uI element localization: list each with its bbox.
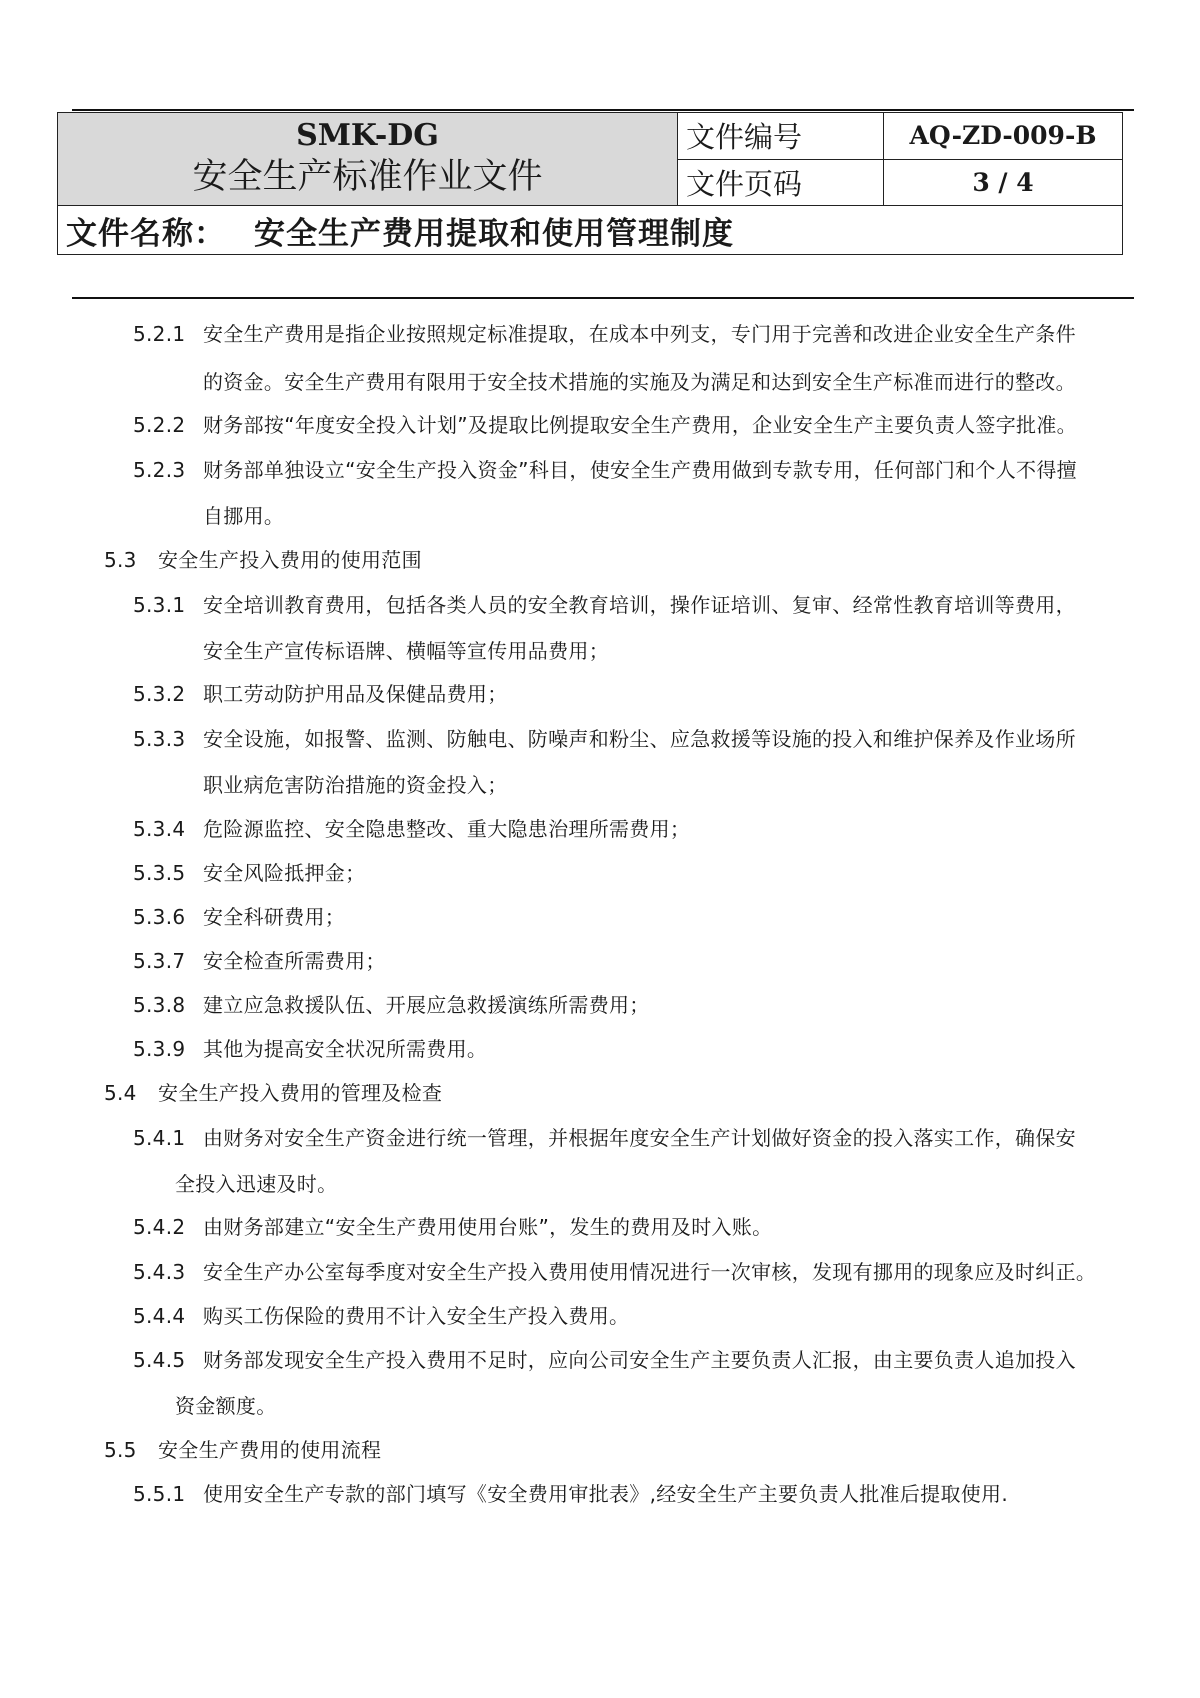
clause-number: 5.5.1 [133, 1482, 186, 1506]
header-bottom-rule [72, 297, 1134, 299]
clause-line [133, 1480, 1008, 1508]
clause-number: 5.4.4 [133, 1304, 186, 1328]
clause-continuation [203, 771, 508, 799]
clause-line [133, 947, 386, 975]
clause-line [133, 815, 690, 843]
section-title: 安全生产费用的使用流程 [158, 1438, 382, 1462]
section-number: 5.3 [104, 548, 137, 572]
clause-text: 财务部发现安全生产投入费用不足时，应向公司安全生产主要负责人汇报，由主要负责人追加投入 [203, 1348, 1076, 1372]
clause-text: 安全培训教育费用，包括各类人员的安全教育培训，操作证培训、复审、经常性教育培训等费用， [203, 593, 1076, 617]
clause-text: 购买工伤保险的费用不计入安全生产投入费用。 [203, 1304, 630, 1328]
clause-text: 财务部按“年度安全投入计划”及提取比例提取安全生产费用，企业安全生产主要负责人签字批准。 [203, 413, 1077, 437]
clause-text: 其他为提高安全状况所需费用。 [203, 1037, 488, 1061]
clause-continuation [175, 1392, 277, 1420]
clause-text: 财务部单独设立“安全生产投入资金”科目，使安全生产费用做到专款专用，任何部门和个人不得擅 [203, 458, 1077, 482]
clause-text: 危险源监控、安全隐患整改、重大隐患治理所需费用； [203, 817, 691, 841]
clause-text: 安全检查所需费用； [203, 949, 386, 973]
clause-continuation [175, 1170, 337, 1198]
clause-number: 5.4.3 [133, 1260, 186, 1284]
doc-type-title: 安全生产标准作业文件 [192, 157, 543, 197]
clause-number: 5.4.1 [133, 1126, 186, 1150]
clause-number: 5.4.5 [133, 1348, 186, 1372]
clause-line [133, 1302, 629, 1330]
clause-line [133, 725, 1076, 753]
section-title: 安全生产投入费用的使用范围 [158, 548, 422, 572]
clause-continuation [203, 368, 1076, 396]
clause-line [133, 1124, 1076, 1152]
section-number: 5.5 [104, 1438, 137, 1462]
clause-continuation [203, 502, 284, 530]
section-title: 安全生产投入费用的管理及检查 [158, 1081, 443, 1105]
file-name-value: 安全生产费用提取和使用管理制度 [254, 215, 734, 252]
brand-cell [58, 113, 678, 206]
clause-line [133, 411, 1077, 439]
clause-number: 5.3.1 [133, 593, 186, 617]
clause-number: 5.4.2 [133, 1215, 186, 1239]
clause-text: 资金额度。 [175, 1394, 277, 1418]
clause-text: 由财务对安全生产资金进行统一管理，并根据年度安全生产计划做好资金的投入落实工作，确保安 [203, 1126, 1076, 1150]
clause-text: 安全科研费用； [203, 905, 346, 929]
clause-number: 5.3.9 [133, 1037, 186, 1061]
clause-number: 5.3.8 [133, 993, 186, 1017]
clause-text: 职工劳动防护用品及保健品费用； [203, 682, 508, 706]
section-number: 5.4 [104, 1081, 137, 1105]
document-header [57, 112, 1123, 255]
clause-line [133, 591, 1076, 619]
section-heading [104, 1436, 381, 1464]
clause-text: 安全生产费用是指企业按照规定标准提取，在成本中列支，专门用于完善和改进企业安全生产条件 [203, 322, 1076, 346]
clause-text: 由财务部建立“安全生产费用使用台账”，发生的费用及时入账。 [203, 1215, 773, 1239]
clause-line [133, 456, 1077, 484]
clause-line [133, 680, 508, 708]
clause-line [133, 991, 650, 1019]
page-number-value: 3 / 4 [884, 159, 1123, 206]
clause-text: 安全生产办公室每季度对安全生产投入费用使用情况进行一次审核，发现有挪用的现象应及时纠正。 [203, 1260, 1097, 1284]
clause-number: 5.2.2 [133, 413, 186, 437]
header-top-rule [72, 109, 1134, 111]
page-number-label: 文件页码 [678, 159, 884, 206]
clause-number: 5.3.6 [133, 905, 186, 929]
clause-number: 5.3.4 [133, 817, 186, 841]
file-name-label: 文件名称： [66, 215, 226, 252]
clause-number: 5.3.7 [133, 949, 186, 973]
clause-text: 建立应急救援队伍、开展应急救援演练所需费用； [203, 993, 650, 1017]
clause-line [133, 1035, 487, 1063]
clause-text: 使用安全生产专款的部门填写《安全费用审批表》,经安全生产主要负责人批准后提取使用. [203, 1482, 1009, 1506]
clause-number: 5.2.3 [133, 458, 186, 482]
clause-line [133, 903, 345, 931]
clause-text: 自挪用。 [203, 504, 285, 528]
clause-number: 5.3.2 [133, 682, 186, 706]
clause-text: 的资金。安全生产费用有限用于安全技术措施的实施及为满足和达到安全生产标准而进行的整改。 [203, 370, 1076, 394]
clause-text: 安全设施，如报警、监测、防触电、防噪声和粉尘、应急救援等设施的投入和维护保养及作业场所 [203, 727, 1076, 751]
clause-text: 安全生产宣传标语牌、横幅等宣传用品费用； [203, 639, 609, 663]
file-number-value: AQ-ZD-009-B [884, 113, 1123, 160]
clause-text: 全投入迅速及时。 [175, 1172, 338, 1196]
section-heading [104, 546, 422, 574]
clause-line [133, 1346, 1076, 1374]
clause-line [133, 1213, 772, 1241]
clause-number: 5.3.3 [133, 727, 186, 751]
clause-line [133, 320, 1076, 348]
clause-text: 职业病危害防治措施的资金投入； [203, 773, 508, 797]
file-number-label: 文件编号 [678, 113, 884, 160]
clause-text: 安全风险抵押金； [203, 861, 366, 885]
section-heading [104, 1079, 442, 1107]
doc-code: SMK-DG [296, 118, 439, 153]
clause-number: 5.3.5 [133, 861, 186, 885]
clause-line [133, 1258, 1096, 1286]
clause-line [133, 859, 365, 887]
file-name-row [58, 206, 1123, 255]
clause-number: 5.2.1 [133, 322, 186, 346]
clause-continuation [203, 637, 609, 665]
